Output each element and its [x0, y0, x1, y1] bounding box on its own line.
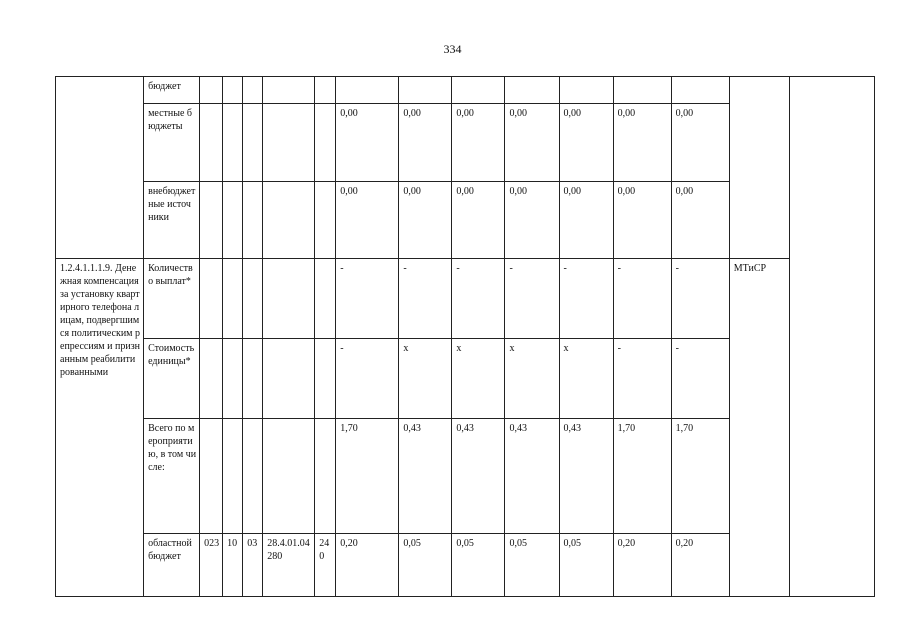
value-cell: 0,00	[336, 104, 399, 182]
code-cell: 10	[223, 534, 243, 597]
value-cell: -	[671, 259, 729, 339]
value-cell: 1,70	[671, 419, 729, 534]
value-cell: 0,00	[559, 104, 613, 182]
page-number: 334	[443, 42, 462, 56]
value-cell: 0,00	[336, 182, 399, 259]
executor-cell	[729, 77, 789, 259]
code-cell	[263, 339, 315, 419]
funding-source: Количество выплат*	[144, 259, 200, 339]
code-cell	[200, 419, 223, 534]
extra-cell	[789, 77, 874, 597]
code-cell: 240	[315, 534, 336, 597]
value-cell: -	[559, 259, 613, 339]
budget-table	[55, 76, 875, 597]
value-cell: 0,00	[399, 182, 452, 259]
code-cell	[263, 259, 315, 339]
code-cell: 28.4.01.04280	[263, 534, 315, 597]
code-cell	[315, 182, 336, 259]
code-cell	[243, 104, 263, 182]
code-cell	[200, 339, 223, 419]
value-cell: 0,05	[452, 534, 505, 597]
value-cell: x	[452, 339, 505, 419]
code-cell	[200, 77, 223, 104]
code-cell	[263, 182, 315, 259]
code-cell	[200, 104, 223, 182]
value-cell: 0,20	[671, 534, 729, 597]
measure-title: 1.2.4.1.1.1.9. Денежная компенсация за установку квартирного телефона лицам, подвергшимся политическим репрессиям и признанным реабилитированными	[56, 259, 144, 597]
continued-cell	[56, 77, 144, 259]
code-cell	[243, 339, 263, 419]
funding-source: бюджет	[144, 77, 200, 104]
code-cell	[263, 419, 315, 534]
value-cell: 1,70	[613, 419, 671, 534]
table-row	[56, 77, 875, 104]
value-cell: 0,05	[559, 534, 613, 597]
value-cell: 0,00	[505, 104, 559, 182]
funding-source: областной бюджет	[144, 534, 200, 597]
value-cell: 0,20	[336, 534, 399, 597]
value-cell: -	[336, 339, 399, 419]
executor: МТиСР	[729, 259, 789, 597]
value-cell: 0,43	[452, 419, 505, 534]
funding-source: Стоимость единицы*	[144, 339, 200, 419]
value-cell: x	[399, 339, 452, 419]
value-cell: 0,43	[559, 419, 613, 534]
value-cell	[336, 77, 399, 104]
value-cell	[505, 77, 559, 104]
value-cell	[399, 77, 452, 104]
value-cell: 1,70	[336, 419, 399, 534]
value-cell: -	[671, 339, 729, 419]
code-cell	[243, 77, 263, 104]
value-cell	[613, 77, 671, 104]
value-cell: x	[505, 339, 559, 419]
code-cell	[223, 104, 243, 182]
code-cell: 023	[200, 534, 223, 597]
code-cell	[223, 339, 243, 419]
code-cell	[200, 182, 223, 259]
code-cell	[223, 182, 243, 259]
value-cell	[559, 77, 613, 104]
value-cell: x	[559, 339, 613, 419]
funding-source: Всего по мероприятию, в том числе:	[144, 419, 200, 534]
code-cell	[243, 419, 263, 534]
value-cell: 0,00	[613, 104, 671, 182]
value-cell: 0,05	[505, 534, 559, 597]
code-cell	[315, 77, 336, 104]
code-cell	[200, 259, 223, 339]
value-cell: -	[336, 259, 399, 339]
code-cell	[223, 419, 243, 534]
value-cell: 0,00	[452, 104, 505, 182]
value-cell: 0,00	[452, 182, 505, 259]
value-cell: 0,43	[399, 419, 452, 534]
value-cell: 0,05	[399, 534, 452, 597]
value-cell: -	[399, 259, 452, 339]
code-cell	[263, 104, 315, 182]
value-cell: 0,00	[399, 104, 452, 182]
value-cell: -	[613, 259, 671, 339]
code-cell	[263, 77, 315, 104]
table-row	[56, 259, 875, 339]
code-cell: 03	[243, 534, 263, 597]
code-cell	[315, 339, 336, 419]
code-cell	[315, 419, 336, 534]
value-cell: 0,00	[671, 104, 729, 182]
value-cell	[452, 77, 505, 104]
code-cell	[315, 104, 336, 182]
value-cell: -	[613, 339, 671, 419]
value-cell: -	[505, 259, 559, 339]
value-cell	[671, 77, 729, 104]
code-cell	[243, 259, 263, 339]
code-cell	[223, 77, 243, 104]
funding-source: местные бюджеты	[144, 104, 200, 182]
value-cell: 0,20	[613, 534, 671, 597]
code-cell	[315, 259, 336, 339]
code-cell	[223, 259, 243, 339]
value-cell: 0,00	[505, 182, 559, 259]
funding-source: внебюджетные источники	[144, 182, 200, 259]
value-cell: 0,43	[505, 419, 559, 534]
value-cell: 0,00	[559, 182, 613, 259]
value-cell: 0,00	[671, 182, 729, 259]
value-cell: 0,00	[613, 182, 671, 259]
code-cell	[243, 182, 263, 259]
value-cell: -	[452, 259, 505, 339]
